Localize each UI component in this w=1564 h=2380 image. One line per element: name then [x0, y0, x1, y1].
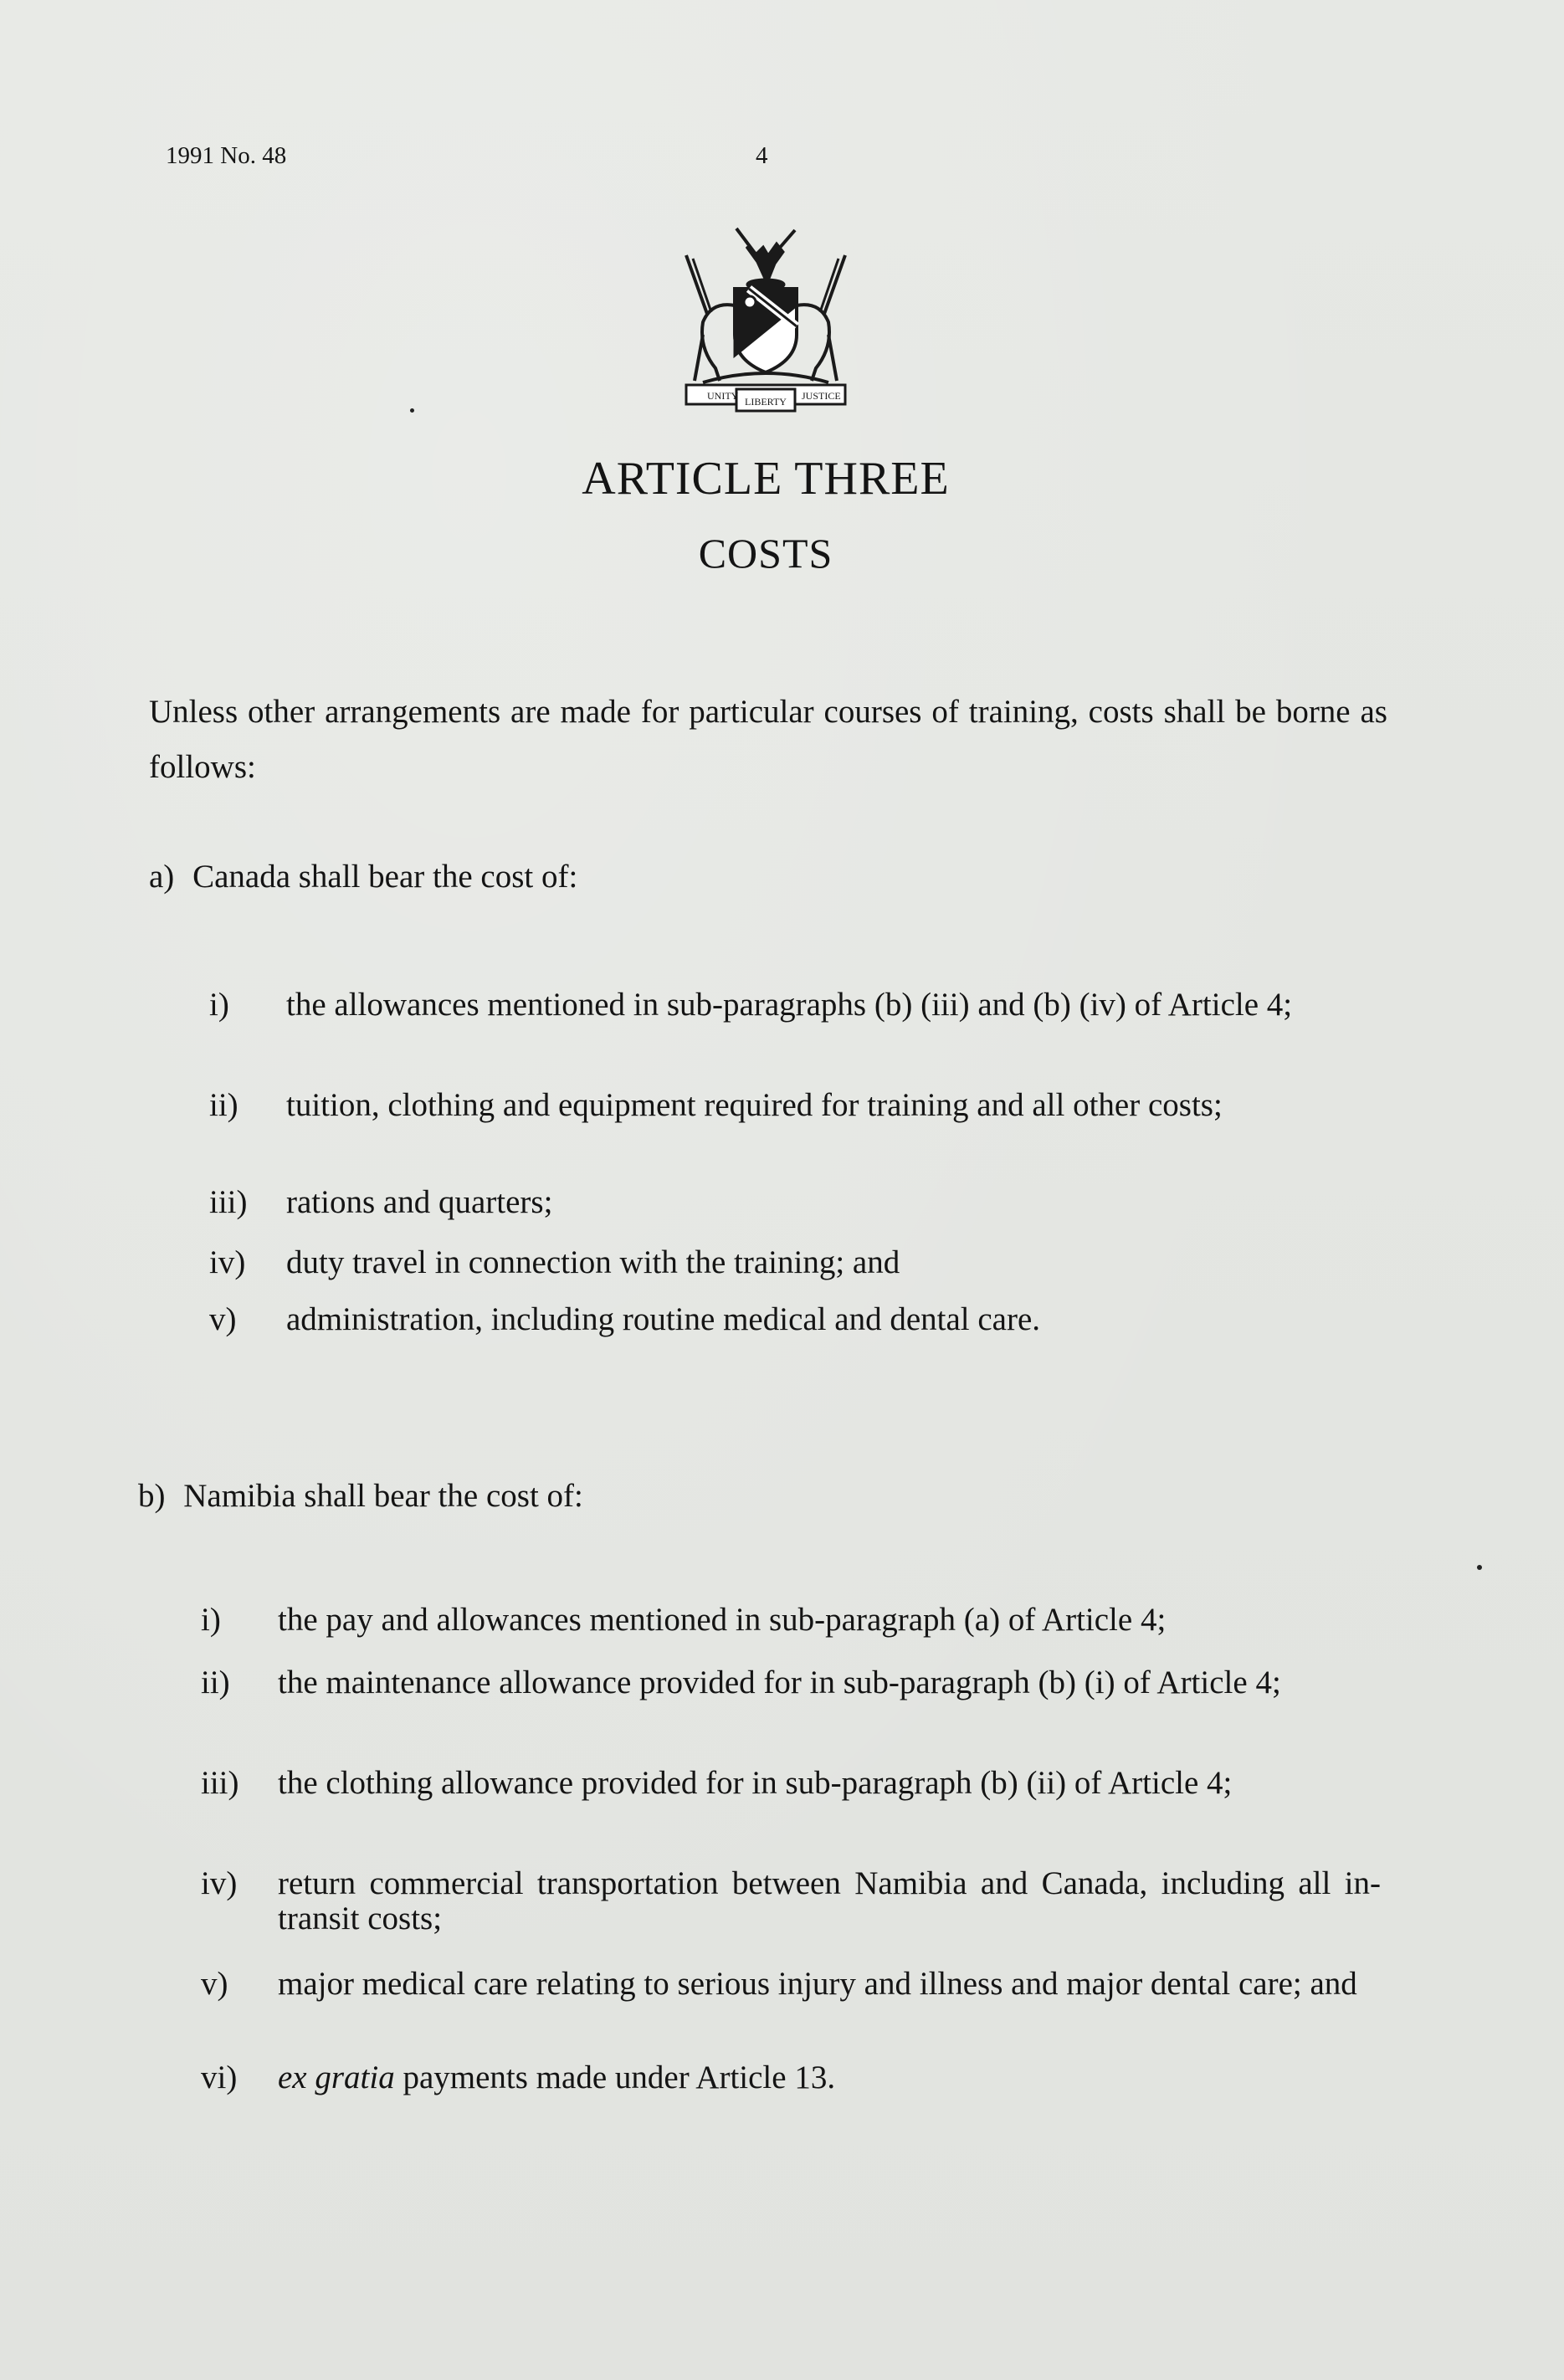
item-number: i): [209, 987, 229, 1023]
emblem-banner-right: JUSTICE: [802, 390, 841, 402]
item-text: the maintenance allowance provided for in sub-paragraph (b) (i) of Article 4;: [278, 1664, 1281, 1700]
item-number: v): [201, 1966, 228, 2002]
paper-speck: [1477, 1565, 1482, 1570]
article-subtitle: COSTS: [698, 530, 833, 577]
item-number: iv): [201, 1865, 238, 1901]
section-b-heading: [138, 1477, 583, 1515]
item-number: vi): [201, 2059, 238, 2095]
item-number: ii): [201, 1664, 230, 1700]
list-item: [209, 1245, 1381, 1283]
coat-of-arms-icon: [669, 222, 862, 414]
section-b-label: b): [138, 1478, 166, 1514]
item-number: ii): [209, 1087, 238, 1123]
paper-speck: [410, 408, 414, 413]
list-item: [201, 1967, 1381, 2042]
list-item: [201, 1766, 1381, 1841]
item-text-italic: ex gratia: [278, 2059, 395, 2095]
list-item: [209, 1302, 1381, 1340]
list-item: [201, 1603, 1381, 1640]
section-b-heading-text: Namibia shall bear the cost of:: [183, 1478, 583, 1514]
item-number: iv): [209, 1244, 246, 1280]
item-text: major medical care relating to serious injury and illness and major dental care; and: [278, 1966, 1357, 2002]
section-a-heading-text: Canada shall bear the cost of:: [192, 859, 578, 895]
act-number: 1991 No. 48: [166, 142, 287, 169]
article-title: ARTICLE THREE: [582, 453, 950, 505]
intro-paragraph: Unless other arrangements are made for particular courses of training, costs shall be borne as follows:: [149, 694, 1387, 785]
item-number: iii): [209, 1184, 248, 1220]
page-number: 4: [756, 142, 768, 169]
emblem-banner-left: UNITY: [707, 390, 739, 402]
list-item: [209, 1088, 1381, 1163]
item-text: rations and quarters;: [286, 1184, 553, 1220]
section-a-heading: [149, 858, 577, 895]
item-text: [278, 2060, 1381, 2095]
list-item: [201, 1665, 1381, 1741]
list-item: [201, 1866, 1381, 1941]
item-text: the pay and allowances mentioned in sub-paragraph (a) of Article 4;: [278, 1602, 1167, 1638]
item-text: return commercial transportation between Namibia and Canada, including all in-transit costs;: [278, 1865, 1381, 1936]
item-number: iii): [201, 1765, 239, 1801]
item-text: duty travel in connection with the training; and: [286, 1244, 900, 1280]
item-text: administration, including routine medical and dental care.: [286, 1301, 1041, 1337]
emblem-banner-center: LIBERTY: [745, 396, 787, 408]
list-item: [209, 987, 1381, 1063]
item-text: the allowances mentioned in sub-paragraphs (b) (iii) and (b) (iv) of Article 4;: [286, 987, 1293, 1023]
item-text-rest: payments made under Article 13.: [394, 2059, 836, 2095]
item-number: i): [201, 1602, 221, 1638]
item-text: tuition, clothing and equipment required for training and all other costs;: [286, 1087, 1223, 1123]
list-item: [201, 2060, 1381, 2098]
section-a-label: a): [149, 859, 175, 895]
item-number: v): [209, 1301, 237, 1337]
item-text: the clothing allowance provided for in sub-paragraph (b) (ii) of Article 4;: [278, 1765, 1233, 1801]
list-item: [209, 1185, 1381, 1223]
